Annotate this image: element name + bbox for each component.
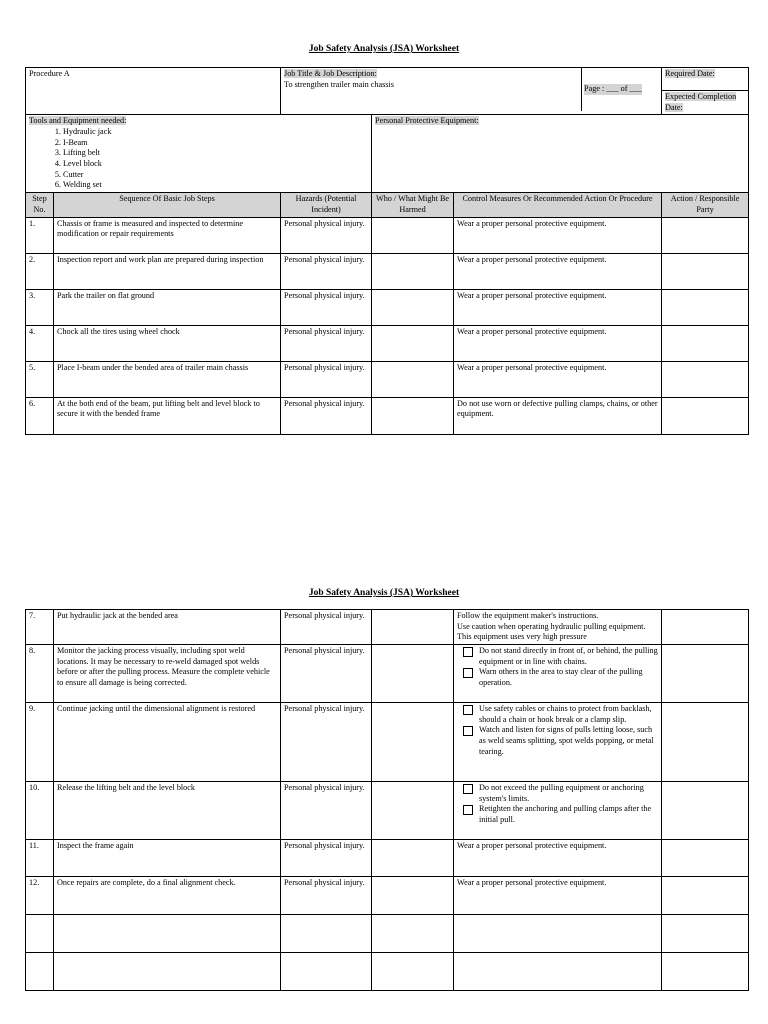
tools-cell bbox=[26, 115, 372, 193]
table-row bbox=[26, 217, 749, 253]
step-number: 6. bbox=[26, 397, 54, 434]
action-cell bbox=[662, 361, 749, 397]
empty-cell[interactable] bbox=[281, 915, 372, 953]
tool-item: 1. Hydraulic jack bbox=[63, 127, 368, 138]
empty-cell[interactable] bbox=[662, 953, 749, 991]
action-cell bbox=[662, 217, 749, 253]
step-number: 10. bbox=[26, 782, 54, 840]
control-text: Wear a proper personal protective equipment. bbox=[454, 253, 662, 289]
checklist-item: Do not exceed the pulling equipment or anchoring system's limits. bbox=[463, 783, 658, 804]
step-text: Monitor the jacking process visually, including spot weld locations. It may be necessary to re-weld damaged spot welds before or after the pulling process. Measure the complete vehicle to ensure all damage is being corrected. bbox=[54, 645, 281, 703]
step-text: Put hydraulic jack at the bended area bbox=[54, 610, 281, 645]
action-cell bbox=[662, 840, 749, 877]
step-text: Inspection report and work plan are prepared during inspection bbox=[54, 253, 281, 289]
step-number: 8. bbox=[26, 645, 54, 703]
ppe-cell bbox=[372, 115, 749, 193]
empty-cell[interactable] bbox=[662, 915, 749, 953]
control-text: Wear a proper personal protective equipment. bbox=[454, 289, 662, 325]
empty-cell[interactable] bbox=[372, 915, 454, 953]
control-cell bbox=[454, 782, 662, 840]
table-row bbox=[26, 397, 749, 434]
action-cell bbox=[662, 877, 749, 915]
who-cell bbox=[372, 217, 454, 253]
step-text: Release the lifting belt and the level block bbox=[54, 782, 281, 840]
checklist-item: Do not stand directly in front of, or behind, the pulling equipment or in line with chains. bbox=[463, 646, 658, 667]
page-2-title: Job Safety Analysis (JSA) Worksheet bbox=[308, 588, 460, 598]
who-cell bbox=[372, 325, 454, 361]
empty-cell[interactable] bbox=[54, 953, 281, 991]
checkbox[interactable] bbox=[463, 668, 473, 678]
job-description: To strengthen trailer main chassis bbox=[284, 79, 394, 89]
hazard-text: Personal physical injury. bbox=[281, 361, 372, 397]
table-row bbox=[26, 877, 749, 915]
checkbox[interactable] bbox=[463, 647, 473, 657]
table-row bbox=[26, 610, 749, 645]
checkbox[interactable] bbox=[463, 784, 473, 794]
step-number: 11. bbox=[26, 840, 54, 877]
col-control: Control Measures Or Recommended Action Or Procedure bbox=[454, 193, 662, 217]
step-text: Once repairs are complete, do a final alignment check. bbox=[54, 877, 281, 915]
action-cell bbox=[662, 703, 749, 782]
table-row bbox=[26, 361, 749, 397]
step-number: 1. bbox=[26, 217, 54, 253]
step-number: 3. bbox=[26, 289, 54, 325]
jsa-table-page-2 bbox=[25, 609, 749, 991]
control-line: Follow the equipment maker's instructions. bbox=[457, 611, 599, 620]
who-cell bbox=[372, 361, 454, 397]
page-number-field[interactable]: Page : ___ of ___ bbox=[584, 84, 642, 94]
hazard-text: Personal physical injury. bbox=[281, 782, 372, 840]
empty-cell[interactable] bbox=[26, 915, 54, 953]
step-text: Park the trailer on flat ground bbox=[54, 289, 281, 325]
empty-cell[interactable] bbox=[454, 953, 662, 991]
action-cell bbox=[662, 253, 749, 289]
hazard-text: Personal physical injury. bbox=[281, 840, 372, 877]
tool-item: 6. Welding set bbox=[63, 180, 368, 191]
table-row bbox=[26, 645, 749, 703]
table-row bbox=[26, 325, 749, 361]
col-step-no: Step No. bbox=[26, 193, 54, 217]
action-cell bbox=[662, 645, 749, 703]
empty-row bbox=[26, 915, 749, 953]
step-text: At the both end of the beam, put lifting belt and level block to secure it with the bended frame bbox=[54, 397, 281, 434]
step-text: Chock all the tires using wheel chock bbox=[54, 325, 281, 361]
empty-cell[interactable] bbox=[454, 915, 662, 953]
action-cell bbox=[662, 289, 749, 325]
col-action: Action / Responsible Party bbox=[662, 193, 749, 217]
col-hazards: Hazards (Potential Incident) bbox=[281, 193, 372, 217]
who-cell bbox=[372, 253, 454, 289]
checkbox[interactable] bbox=[463, 726, 473, 736]
step-text: Place I-beam under the bended area of trailer main chassis bbox=[54, 361, 281, 397]
col-who: Who / What Might Be Harmed bbox=[372, 193, 454, 217]
who-cell bbox=[372, 782, 454, 840]
hazard-text: Personal physical injury. bbox=[281, 217, 372, 253]
control-line: Use caution when operating hydraulic pulling equipment. This equipment uses very high pressure bbox=[457, 621, 646, 642]
table-row bbox=[26, 703, 749, 782]
table-row bbox=[26, 289, 749, 325]
jsa-table-page-1 bbox=[25, 67, 749, 435]
tool-item: 2. I-Beam bbox=[63, 138, 368, 149]
empty-cell[interactable] bbox=[54, 915, 281, 953]
who-cell bbox=[372, 397, 454, 434]
who-cell bbox=[372, 877, 454, 915]
required-date-label: Required Date: bbox=[665, 69, 715, 78]
step-number: 12. bbox=[26, 877, 54, 915]
hazard-text: Personal physical injury. bbox=[281, 877, 372, 915]
checkbox[interactable] bbox=[463, 705, 473, 715]
hazard-text: Personal physical injury. bbox=[281, 325, 372, 361]
checklist-item: Warn others in the area to stay clear of the pulling operation. bbox=[463, 667, 658, 688]
hazard-text: Personal physical injury. bbox=[281, 397, 372, 434]
checklist-item: Use safety cables or chains to protect from backlash, should a chain or hook break or a clamp slip. bbox=[463, 704, 658, 725]
ppe-label: Personal Protective Equipment: bbox=[375, 116, 479, 126]
who-cell bbox=[372, 645, 454, 703]
col-steps: Sequence Of Basic Job Steps bbox=[54, 193, 281, 217]
step-number: 5. bbox=[26, 361, 54, 397]
control-text: Wear a proper personal protective equipment. bbox=[454, 217, 662, 253]
table-row bbox=[26, 253, 749, 289]
empty-cell[interactable] bbox=[281, 953, 372, 991]
page-1-title: Job Safety Analysis (JSA) Worksheet bbox=[308, 44, 460, 54]
action-cell bbox=[662, 610, 749, 645]
step-number: 7. bbox=[26, 610, 54, 645]
job-title-cell bbox=[281, 68, 662, 115]
who-cell bbox=[372, 703, 454, 782]
who-cell bbox=[372, 289, 454, 325]
control-cell bbox=[454, 610, 662, 645]
action-cell bbox=[662, 325, 749, 361]
dates-cell bbox=[662, 68, 749, 115]
step-text: Chassis or frame is measured and inspected to determine modification or repair requirements bbox=[54, 217, 281, 253]
control-text: Do not use worn or defective pulling clamps, chains, or other equipment. bbox=[454, 397, 662, 434]
table-row bbox=[26, 840, 749, 877]
hazard-text: Personal physical injury. bbox=[281, 289, 372, 325]
empty-cell[interactable] bbox=[372, 953, 454, 991]
step-number: 2. bbox=[26, 253, 54, 289]
hazard-text: Personal physical injury. bbox=[281, 253, 372, 289]
control-text: Wear a proper personal protective equipment. bbox=[454, 877, 662, 915]
empty-row bbox=[26, 953, 749, 991]
control-text: Wear a proper personal protective equipment. bbox=[454, 361, 662, 397]
hazard-text: Personal physical injury. bbox=[281, 610, 372, 645]
job-title-label: Job Title & Job Description: bbox=[284, 69, 377, 78]
control-text: Wear a proper personal protective equipment. bbox=[454, 840, 662, 877]
procedure-label: Procedure A bbox=[29, 69, 70, 78]
step-number: 9. bbox=[26, 703, 54, 782]
completion-date-label: Expected Completion Date: bbox=[665, 92, 737, 112]
tool-item: 4. Level block bbox=[63, 159, 368, 170]
checklist-item: Retighten the anchoring and pulling clamps after the initial pull. bbox=[463, 804, 658, 825]
action-cell bbox=[662, 782, 749, 840]
checkbox[interactable] bbox=[463, 805, 473, 815]
control-cell bbox=[454, 645, 662, 703]
hazard-text: Personal physical injury. bbox=[281, 645, 372, 703]
control-cell bbox=[454, 703, 662, 782]
action-cell bbox=[662, 397, 749, 434]
tools-list bbox=[29, 127, 368, 191]
who-cell bbox=[372, 610, 454, 645]
empty-cell[interactable] bbox=[26, 953, 54, 991]
tool-item: 5. Cutter bbox=[63, 170, 368, 181]
tool-item: 3. Lifting belt bbox=[63, 148, 368, 159]
control-text: Wear a proper personal protective equipment. bbox=[454, 325, 662, 361]
step-text: Inspect the frame again bbox=[54, 840, 281, 877]
step-text: Continue jacking until the dimensional alignment is restored bbox=[54, 703, 281, 782]
hazard-text: Personal physical injury. bbox=[281, 703, 372, 782]
procedure-cell bbox=[26, 68, 281, 115]
table-row bbox=[26, 782, 749, 840]
column-header-row bbox=[26, 193, 749, 217]
who-cell bbox=[372, 840, 454, 877]
tools-label: Tools and Equipment needed: bbox=[29, 116, 127, 126]
checklist-item: Watch and listen for signs of pulls letting loose, such as weld seams splitting, spot welds popping, or metal tearing. bbox=[463, 725, 658, 757]
step-number: 4. bbox=[26, 325, 54, 361]
